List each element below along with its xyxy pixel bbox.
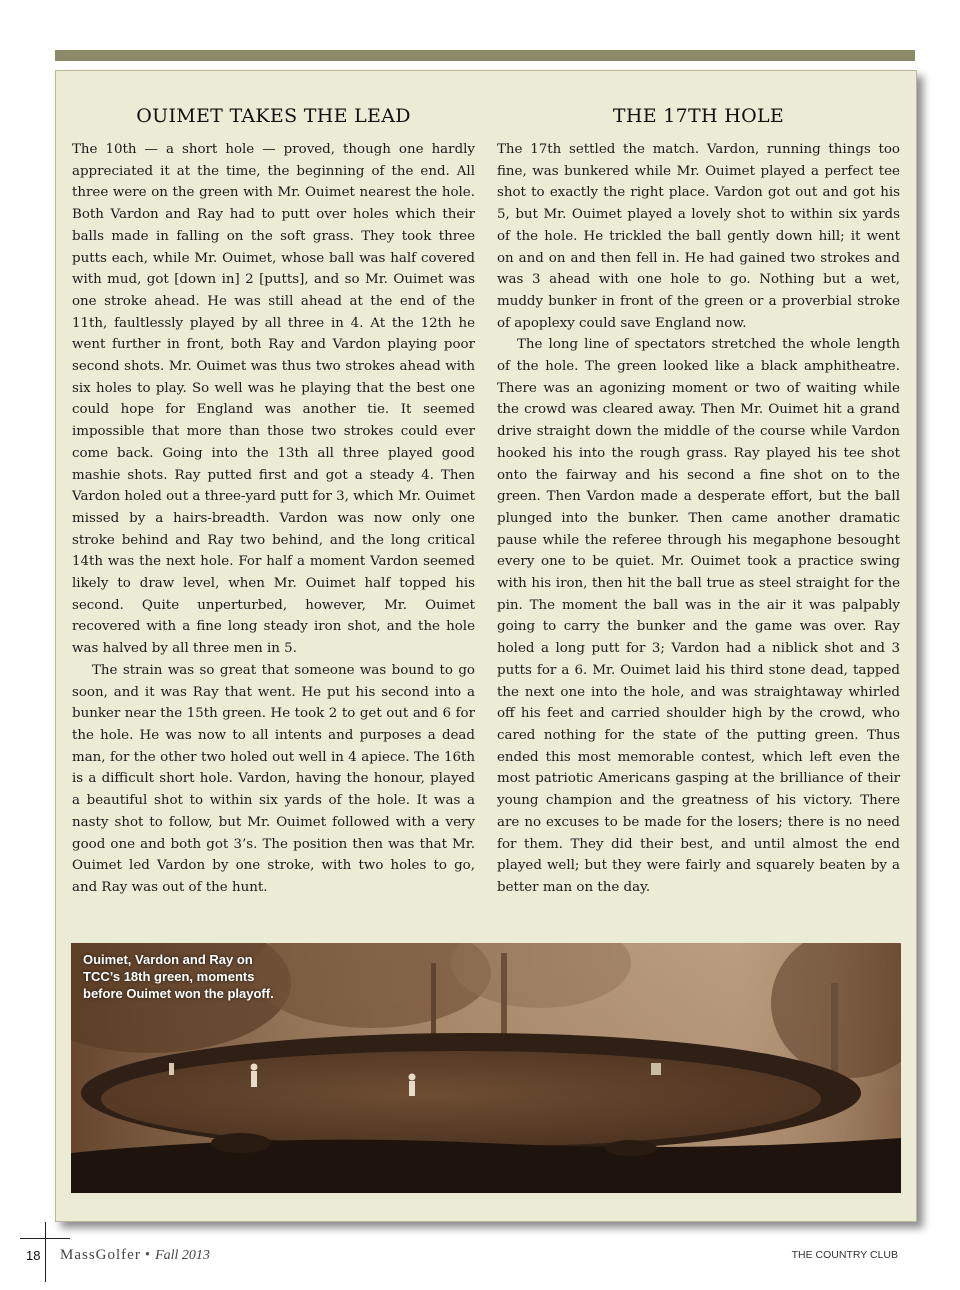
article-panel	[55, 70, 917, 1222]
footer-crosshair-horizontal	[20, 1238, 70, 1239]
right-paragraph-2: The long line of spectators stretched the whole length of the hole. The green looked like a black amphitheatre. There was an agonizing moment or two of waiting while the crowd was cleared away. Then Mr. Ouimet hit a grand drive straight down the middle of the course while Vardon hooked his into the rough grass. Ray played his tee shot onto the fairway and his second a fine shot on to the green. Then Vardon made a desperate effort, but the ball plunged into the bunker. Then came another dramatic pause while the referee through his megaphone besought every one to be quiet. Mr. Ouimet took a practice swing with his iron, then hit the ball true as steel straight for the pin. The moment the ball was in the air it was palpably going to carry the bunker and the game was over. Ray holed a long putt for 3; Vardon had a niblick shot and 3 putts for a 6. Mr. Ouimet laid his third stone dead, tapped the next one into the hole, and was straightaway whirled off his feet and carried shoulder high by the crowd, who cared nothing for the state of the putting green. Thus ended this most memorable contest, which left even the most patriotic Americans gasping at the brilliance of their young champion and the greatness of his victory. There are no excuses to be made for the losers; there is no need for them. They did their best, and until almost the end played well; but they were fairly and squarely beaten by a better man on the day.	[497, 337, 900, 895]
magazine-name: MassGolfer	[60, 1247, 141, 1263]
right-paragraph-1: The 17th settled the match. Vardon, running things too fine, was bunkered while Mr. Ouimet played a perfect tee shot to exactly the right place. Vardon got out and got his 5, but Mr. Ouimet played a lovely shot to within six yards of the hole. He trickled the ball gently down hill; it went on and on and then fell in. He had gained two strokes and was 3 ahead with one hole to go. Nothing but a wet, muddy bunker in front of the green or a proverbial stroke of apoplexy could save England now.	[497, 142, 900, 331]
left-column	[72, 105, 475, 899]
right-column	[497, 105, 900, 899]
right-heading: THE 17TH HOLE	[612, 105, 785, 127]
footer-crosshair-vertical	[45, 1222, 46, 1282]
masthead	[60, 1247, 210, 1264]
left-paragraph-2: The strain was so great that someone was bound to go soon, and it was Ray that went. He put his second into a bunker near the 15th green. He took 2 to get out and 6 for the hole. He was now to all intents and purposes a dead man, for the other two holed out well in 4 apiece. The 16th is a difficult short hole. Vardon, having the honour, played a beautiful shot to within six yards of the hole. It was a nasty shot to follow, but Mr. Ouimet followed with a very good one and both got 3’s. The position then was that Mr. Ouimet led Vardon by one stroke, with two holes to go, and Ray was out of the hunt.	[72, 662, 475, 895]
page-number: 18	[26, 1248, 41, 1263]
issue-label: Fall 2013	[155, 1248, 210, 1263]
section-name: THE COUNTRY CLUB	[791, 1249, 898, 1261]
left-paragraph-1: The 10th — a short hole — proved, though one hardly appreciated it at the time, the beginning of the end. All three were on the green with Mr. Ouimet nearest the hole. Both Vardon and Ray had to putt over holes which their balls made in falling on the soft grass. They took three putts each, while Mr. Ouimet, whose ball was half covered with mud, got [down in] 2 [putts], and so Mr. Ouimet was one stroke ahead. He was still ahead at the end of the 11th, faultlessly played by all three in 4. At the 12th he went further in front, both Ray and Vardon playing poor second shots. Mr. Ouimet was thus two strokes ahead with six holes to play. So well was he playing that the best one could hope for England was another tie. It seemed impossible that more than those two strokes could ever come back. Going into the 13th all three played good mashie shots. Ray putted first and got a steady 4. Then Vardon holed out a three-yard putt for 3, which Mr. Ouimet missed by a hairs-breadth. Vardon was now only one stroke behind and Ray two behind, and the long critical 14th was the next hole. For half a moment Vardon seemed likely to draw level, when Mr. Ouimet half topped his second. Quite unperturbed, however, Mr. Ouimet recovered with a fine long steady iron shot, and the hole was halved by all three men in 5.	[72, 142, 475, 657]
photo-caption: Ouimet, Vardon and Ray on TCC’s 18th green, moments before Ouimet won the playoff.	[83, 952, 274, 1001]
top-rule	[55, 50, 915, 61]
footer-bullet: •	[144, 1247, 152, 1263]
left-heading: OUIMET TAKES THE LEAD	[136, 105, 411, 127]
historic-photo	[71, 943, 901, 1193]
